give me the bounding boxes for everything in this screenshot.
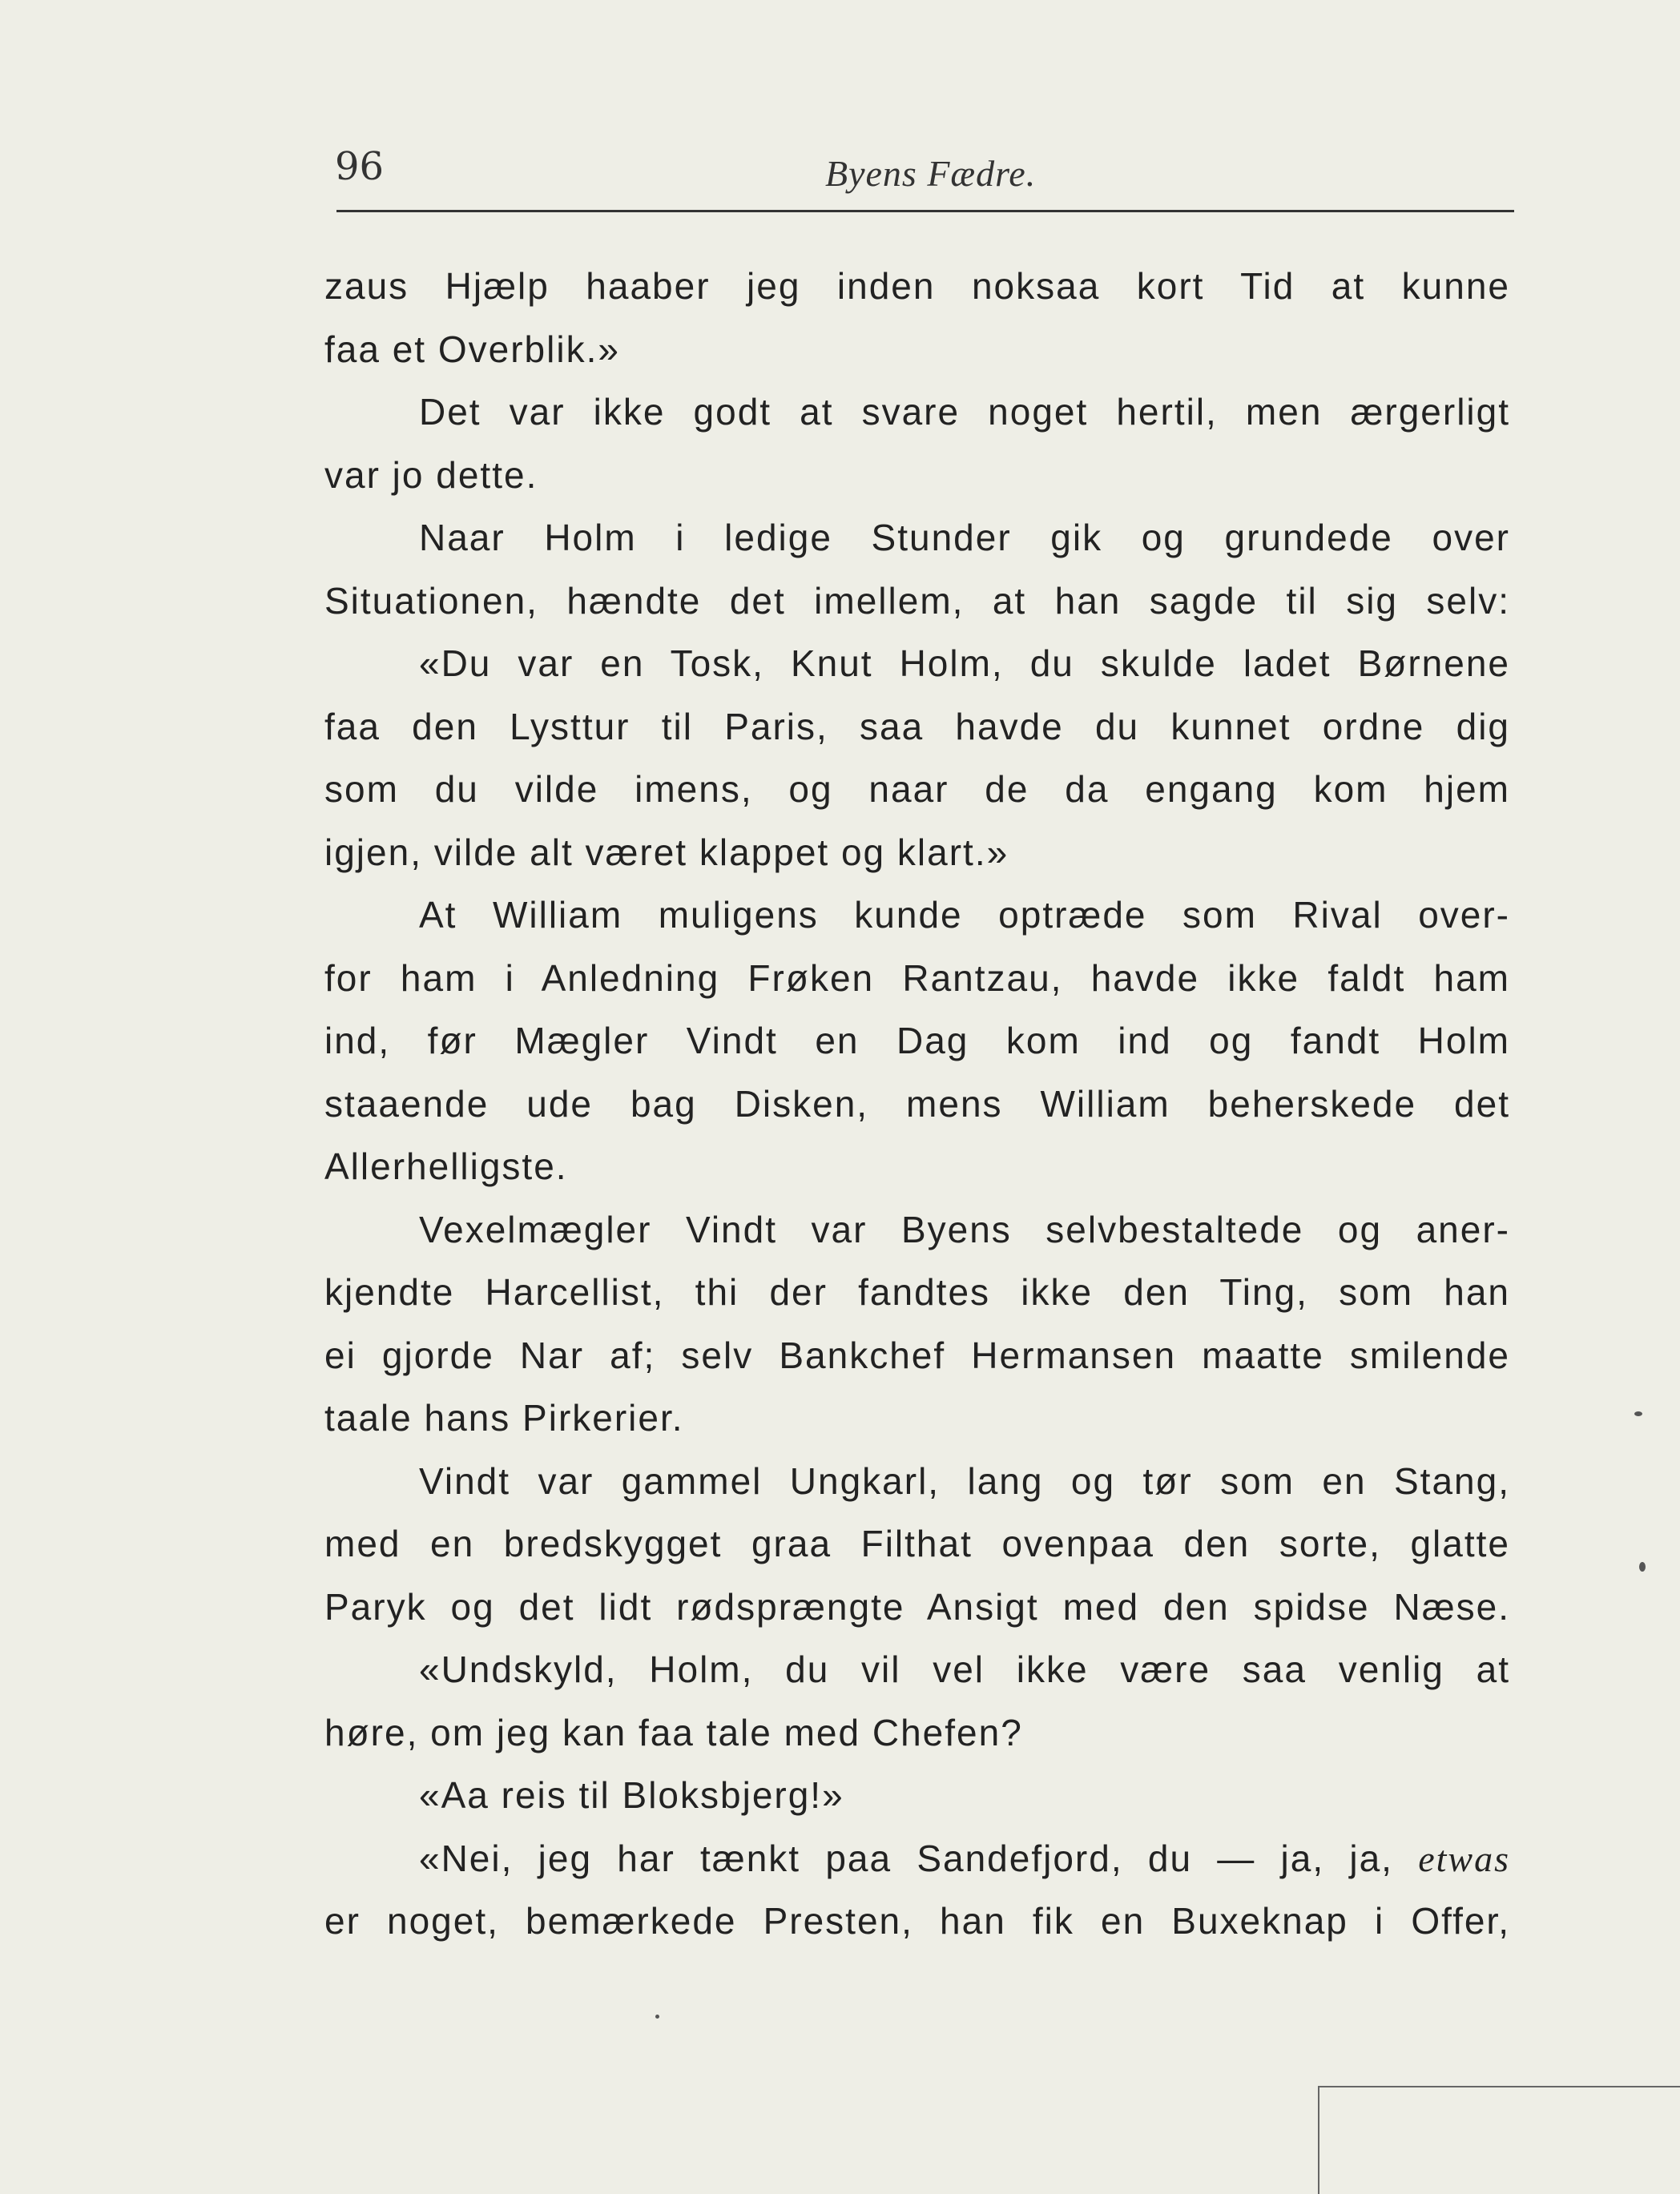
text-line <box>324 632 1510 695</box>
text-line <box>324 1450 1510 1513</box>
text-line <box>324 1009 1510 1073</box>
page-number: 96 <box>335 144 385 189</box>
text-line <box>324 1512 1510 1576</box>
text-line-content: «Du var en Tosk, Knut Holm, du skulde ladet Børnene <box>419 642 1510 684</box>
text-line-content: Det var ikke godt at svare noget hertil, men ærgerligt <box>419 391 1510 433</box>
text-line <box>324 884 1510 947</box>
header-rule <box>336 210 1514 212</box>
text-line <box>324 255 1510 318</box>
text-line-content: At William muligens kunde optræde som Rival over- <box>419 894 1510 936</box>
text-line-content: Situationen, hændte det imellem, at han sagde til sig selv: <box>324 579 1510 622</box>
body-text <box>324 255 1510 1953</box>
text-line-content: Vexelmægler Vindt var Byens selvbestaltede og aner- <box>419 1208 1510 1250</box>
text-line-content: var jo dette. <box>324 453 538 496</box>
text-line-content: igjen, vilde alt været klappet og klart.» <box>324 831 1009 873</box>
text-line-content: staaende ude bag Disken, mens William beherskede det <box>324 1082 1510 1125</box>
text-line <box>324 506 1510 570</box>
text-line-content: med en bredskygget graa Filthat ovenpaa den sorte, glatte <box>324 1523 1510 1564</box>
paper-speck <box>1639 1562 1646 1572</box>
text-line <box>324 1701 1510 1765</box>
text-line <box>324 1073 1510 1136</box>
text-line <box>324 1135 1510 1198</box>
text-line-content: «Nei, jeg har tænkt paa Sandefjord, du — ja, ja, <box>419 1837 1393 1879</box>
italic-word: etwas <box>1418 1838 1511 1879</box>
text-line-content: som du vilde imens, og naar de da engang kom hjem <box>324 768 1510 810</box>
text-line-content: taale hans Pirkerier. <box>324 1397 684 1439</box>
text-line <box>324 444 1510 507</box>
text-line-content: for ham i Anledning Frøken Rantzau, havde ikke faldt ham <box>324 956 1510 999</box>
text-line-content: Naar Holm i ledige Stunder gik og grundede over <box>419 517 1510 558</box>
text-line <box>324 758 1510 821</box>
text-line-content: «Aa reis til Bloksbjerg!» <box>419 1774 844 1816</box>
text-line-content: ei gjorde Nar af; selv Bankchef Hermansen maatte smilende <box>324 1334 1510 1376</box>
text-line-content: høre, om jeg kan faa tale med Chefen? <box>324 1711 1023 1753</box>
text-line-content: kjendte Harcellist, thi der fandtes ikke den Ting, som han <box>324 1271 1510 1313</box>
text-line-content: zaus Hjælp haaber jeg inden noksaa kort Tid at kunne <box>324 265 1510 307</box>
paper-speck <box>1634 1411 1642 1416</box>
text-line-content: faa den Lysttur til Paris, saa havde du kunnet ordne dig <box>324 705 1510 747</box>
text-line <box>324 1764 1510 1827</box>
text-line-content: Vindt var gammel Ungkarl, lang og tør som en Stang, <box>419 1459 1510 1502</box>
text-line <box>324 1827 1510 1890</box>
text-line-content: «Undskyld, Holm, du vil vel ikke være saa venlig at <box>419 1649 1510 1690</box>
text-line-content: Paryk og det lidt rødsprængte Ansigt med den spidse Næse. <box>324 1585 1510 1628</box>
text-line <box>324 947 1510 1010</box>
text-line-content: ind, før Mægler Vindt en Dag kom ind og fandt Holm <box>324 1020 1510 1061</box>
text-line <box>324 1576 1510 1639</box>
text-line <box>324 1387 1510 1450</box>
text-line <box>324 1198 1510 1262</box>
text-line <box>324 695 1510 759</box>
text-line <box>324 570 1510 633</box>
text-line <box>324 318 1510 381</box>
text-line-content: Allerhelligste. <box>324 1145 568 1187</box>
scan-edge-mark <box>1318 2086 1680 2087</box>
text-line <box>324 1324 1510 1387</box>
text-line-content: er noget, bemærkede Presten, han fik en Buxeknap i Offer, <box>324 1900 1510 1942</box>
text-line <box>324 1261 1510 1324</box>
text-line-content: faa et Overblik.» <box>324 328 620 370</box>
running-title: Byens Fædre. <box>825 153 1037 194</box>
text-line <box>324 821 1510 884</box>
scan-edge-mark <box>1318 2086 1319 2194</box>
paper-speck <box>655 2015 659 2019</box>
text-line <box>324 1638 1510 1701</box>
text-line <box>324 380 1510 444</box>
text-line <box>324 1890 1510 1953</box>
